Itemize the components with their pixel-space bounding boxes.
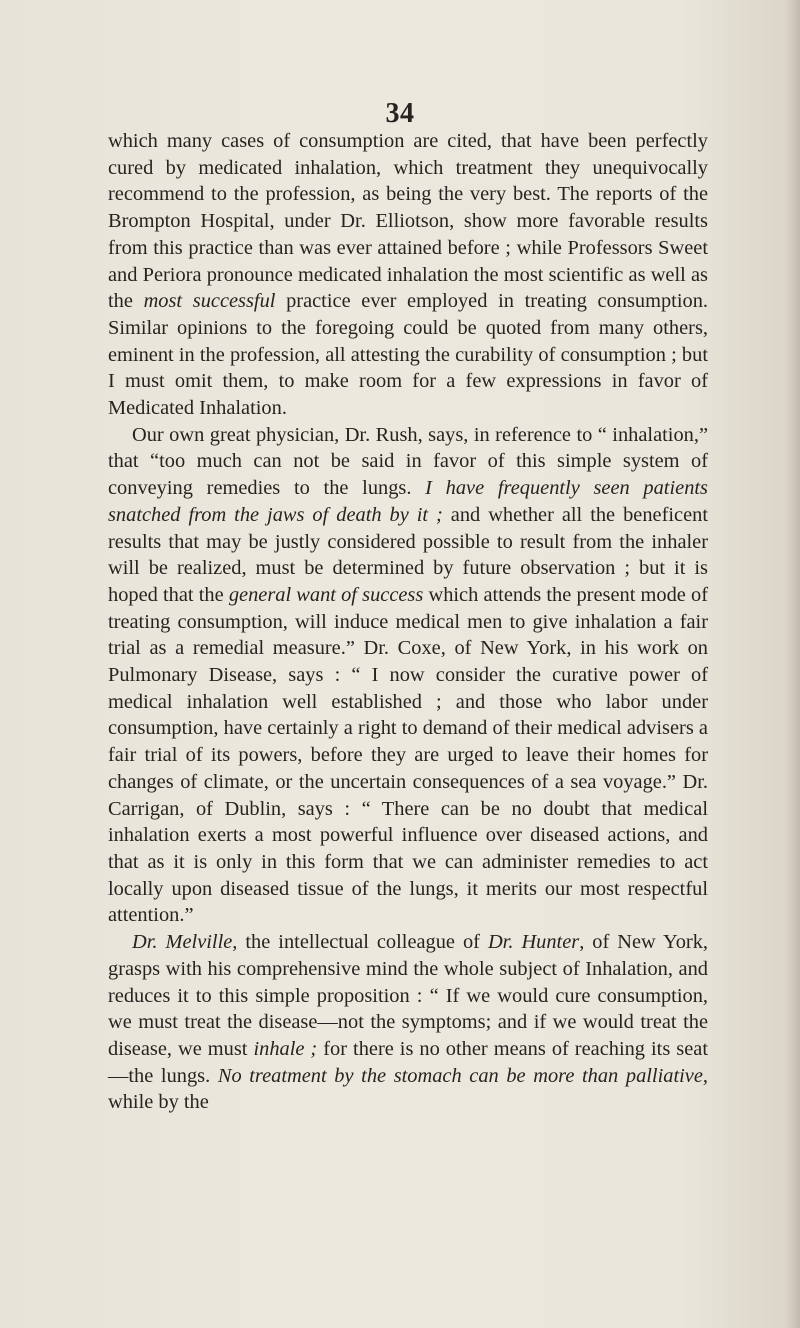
italic-run: Dr. Hunter [487, 931, 580, 954]
italic-run: inhale ; [253, 1037, 318, 1060]
page-number: 34 [385, 98, 415, 129]
italic-run: most successful [143, 290, 276, 313]
text-run: and whether all the beneficent results that may be justly considered possible to result from the inhaler will be realized, must be determined by future observation ; but it is hoped that the [108, 503, 708, 606]
paragraph-3 [108, 929, 708, 1116]
italic-run: I have frequently seen patients snatched from the jaws of death by it ; [108, 477, 708, 526]
text-run: which attends the present mode of treating consumption, will induce medical men to give inhalation a fair trial as a remedial measure.” Dr. Coxe, of New York, in his work on Pulmonary Disease, says : “ I now consider the curative power of medical inhalation well established ; and those who labor under consumption, have certainly a right to demand of their medical advisers a fair trial of its powers, before they are urged to leave their homes for changes of climate, or the uncertain consequences of a sea voyage.” Dr. Carrigan, of Dublin, says : “ There can be no doubt that medical inhalation exerts a most powerful influence over diseased actions, and that as it is only in this form that we can administer remedies to act locally upon diseased tissue of the lungs, it merits our most respectful attention.” [108, 583, 708, 927]
body-text [108, 128, 708, 1116]
text-run: , the intellectual colleague of [232, 931, 488, 954]
page-edge-shadow [786, 0, 800, 1328]
text-run: which many cases of consumption are cited, that have been perfectly cured by medicated inhalation, which treatment they unequivocally recommend to the profession, as being the very best. The reports of the Brompton Hospital, under Dr. Elliotson, show more favorable results from this practice than was ever attained before ; while Professors Sweet and Periora pronounce medicated inhalation the most scientific as well as the [108, 130, 708, 313]
italic-run: Dr. Melville [132, 931, 233, 954]
text-run: , while by the [108, 1064, 708, 1114]
paragraph-1 [108, 128, 708, 422]
paragraph-2 [108, 422, 708, 929]
text-run: Our own great physician, Dr. Rush, says, in reference to “ inhalation,” that “too much can not be said in favor of this simple system of conveying remedies to the lungs. [108, 423, 708, 500]
text-run: , of New York, grasps with his comprehensive mind the whole subject of Inhalation, and reduces it to this simple proposition : “ If we would cure consumption, we must treat the disease—not the symptoms; and if we would treat the disease, we must [108, 931, 708, 1060]
italic-run: general want of success [228, 583, 424, 606]
italic-run: No treatment by the stomach can be more than palliative [217, 1064, 703, 1087]
text-run: practice ever employed in treating consumption. Similar opinions to the foregoing could be quoted from many others, eminent in the profession, all attesting the curability of consumption ; but I must omit them, to make room for a few expressions in favor of Medicated Inhalation. [108, 290, 708, 420]
text-run: for there is no other means of reaching its seat—the lungs. [108, 1037, 708, 1087]
